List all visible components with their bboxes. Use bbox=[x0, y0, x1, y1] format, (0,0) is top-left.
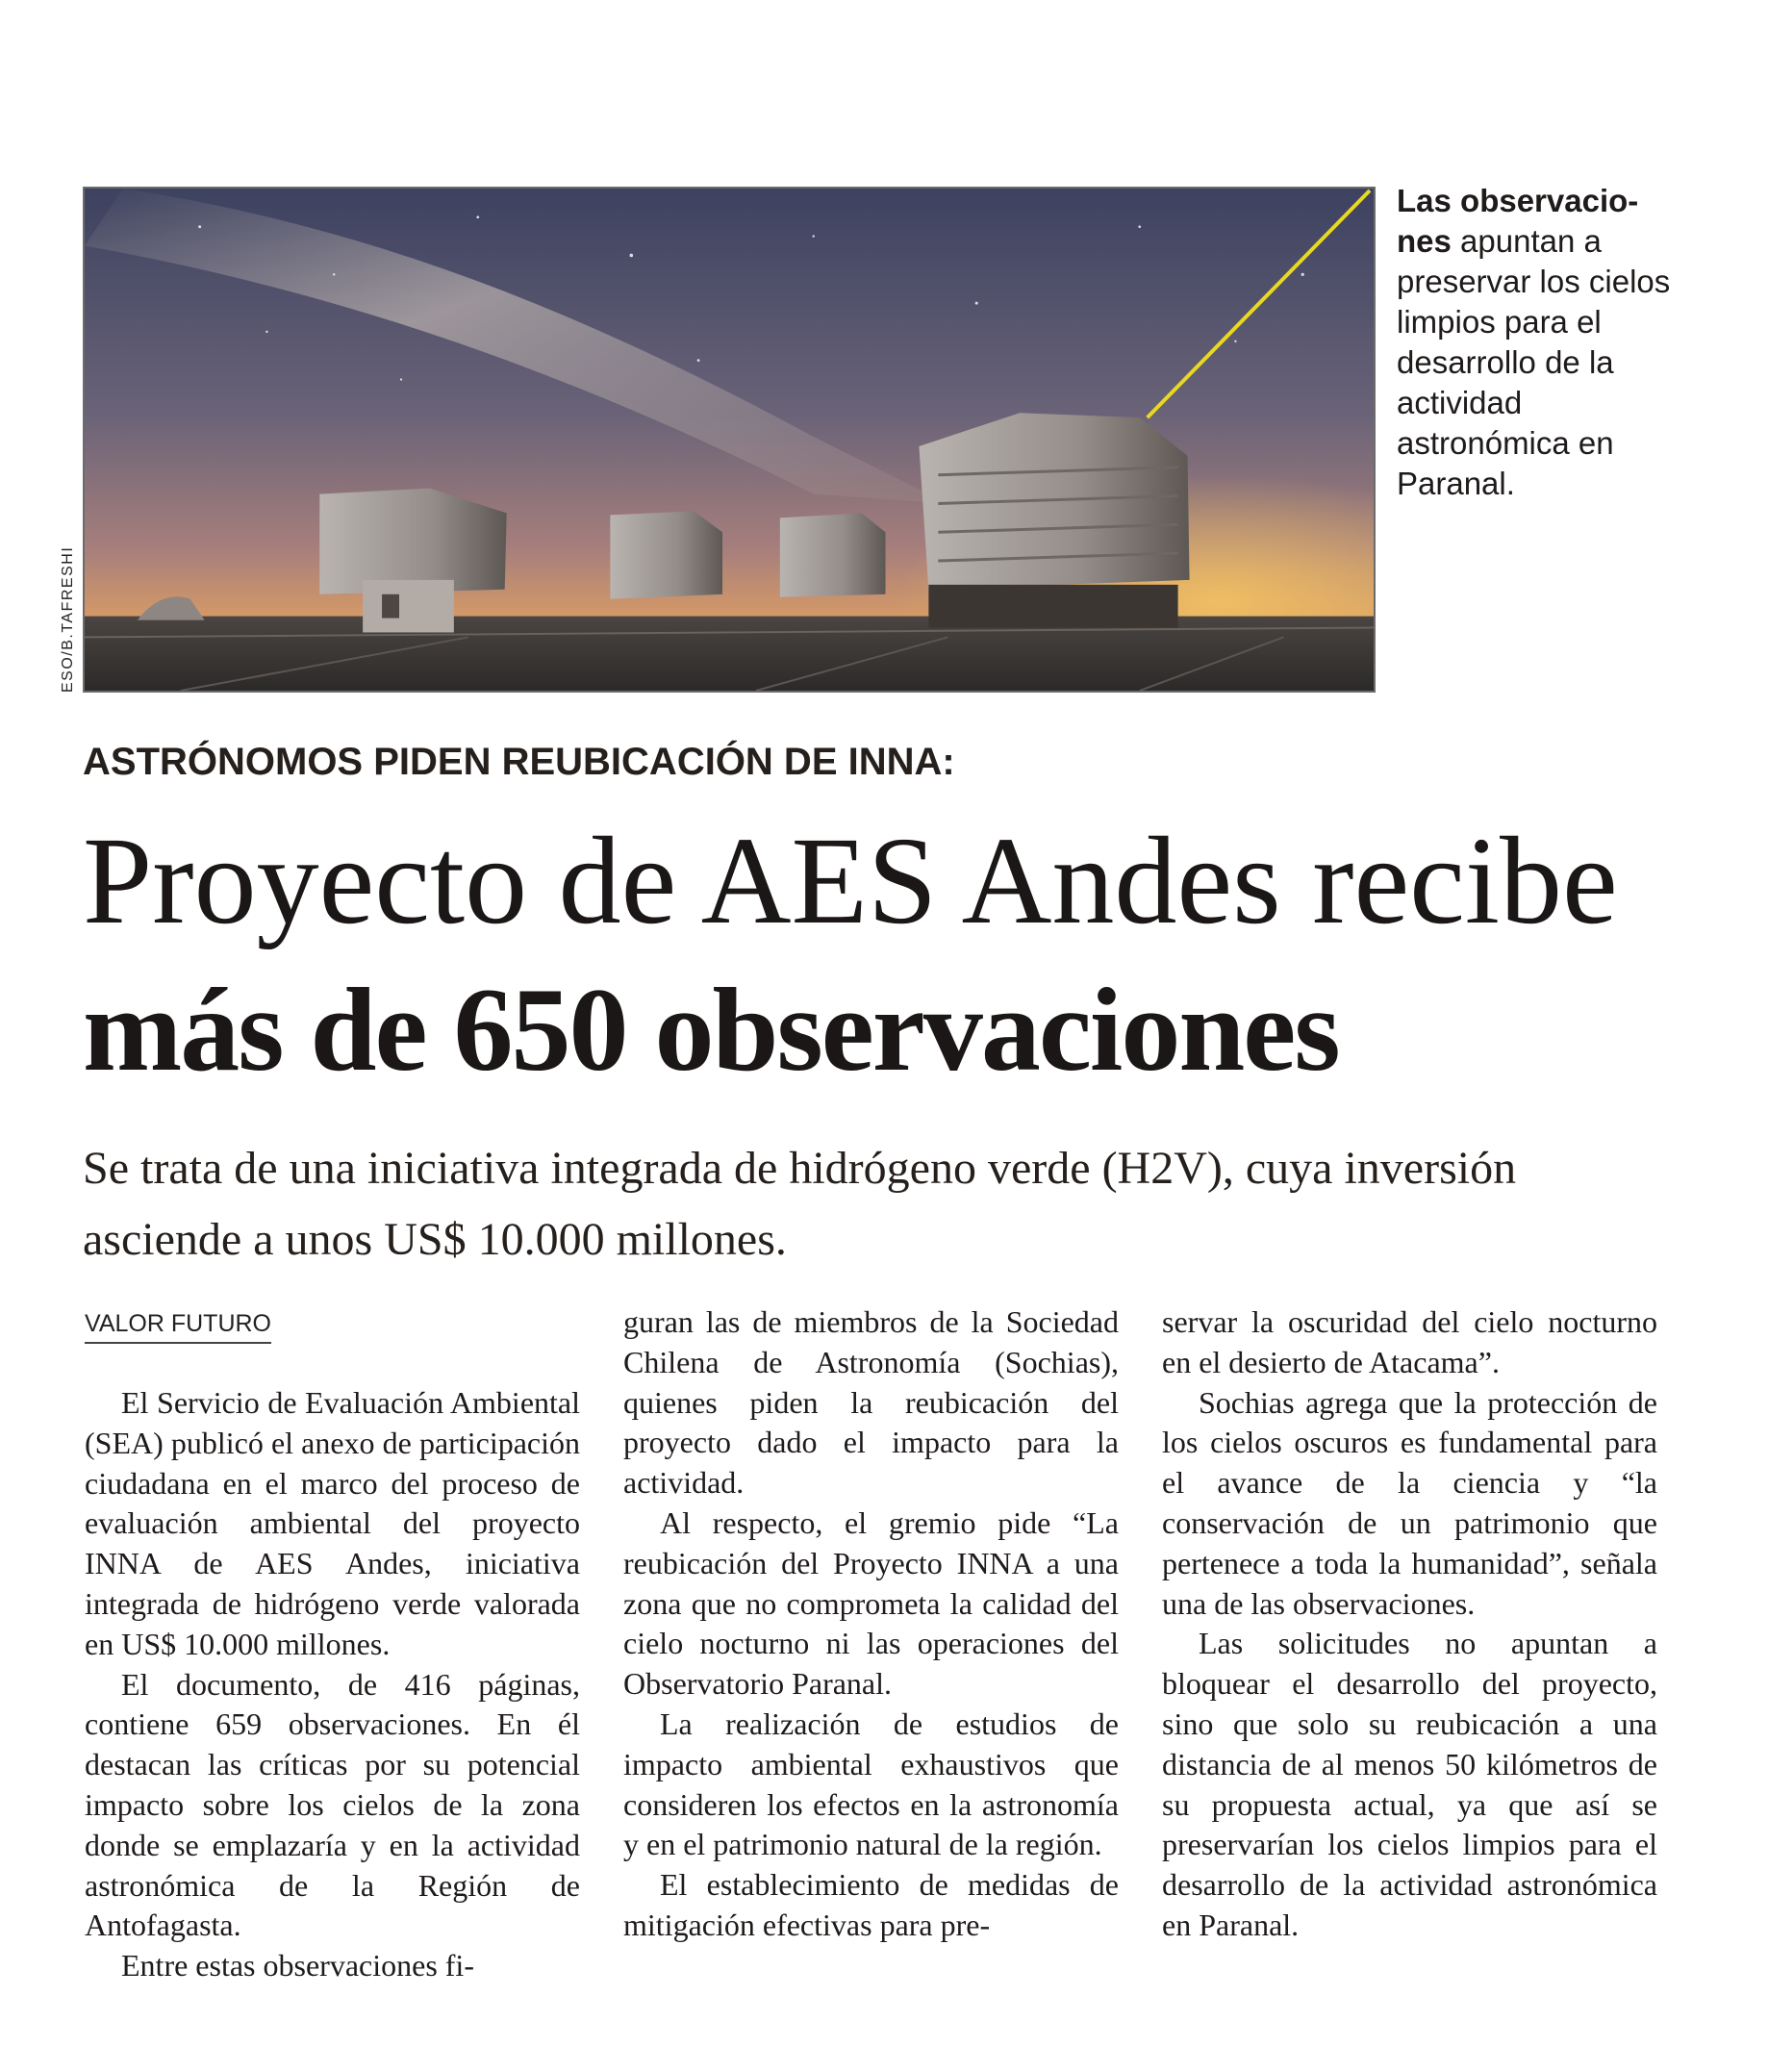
paragraph: El documento, de 416 páginas, contiene 659 observaciones. En él destacan las críticas por su potencial impacto sobre los cielos de la zona donde se emplazaría y en la actividad astronómica de la Región de Antofagasta. bbox=[85, 1666, 580, 1943]
vlt-telescopes-night-image bbox=[85, 189, 1374, 691]
article-byline: VALOR FUTURO bbox=[85, 1310, 271, 1344]
article-deck: Se trata de una iniciativa integrada de hidrógeno verde (H2V), cuya inversión asciende a unos US$ 10.000 millones. bbox=[83, 1143, 1517, 1265]
caption-text: apuntan a preservar los cielos limpios para el desarrollo de la actividad astronómica en Paranal. bbox=[1397, 223, 1671, 501]
paragraph: El establecimiento de medidas de mitigación efectivas para pre- bbox=[623, 1867, 1119, 1942]
article-column-3 bbox=[1162, 1302, 1657, 1946]
paragraph: Entre estas observaciones fi- bbox=[121, 1948, 474, 1984]
photo-caption bbox=[1397, 181, 1685, 504]
article-kicker: ASTRÓNOMOS PIDEN REUBICACIÓN DE INNA: bbox=[83, 741, 955, 783]
paragraph: La realización de estudios de impacto ambiental exhaustivos que consideren los efectos en la astronomía y en el patrimonio natural de la región. bbox=[623, 1706, 1119, 1862]
caption-lead: Las observacio-nes bbox=[1397, 183, 1639, 259]
photo-credit: ESO/B.TAFRESHI bbox=[60, 545, 76, 693]
paragraph: Las solicitudes no apuntan a bloquear el desarrollo del proyecto, sino que solo su reubicación a una distancia de al menos 50 kilómetros de su propuesta actual, ya que así se preservarían los cielos limpios para el desarrollo de la actividad astronómica en Paranal. bbox=[1162, 1626, 1657, 1942]
headline-line-1: Proyecto de AES Andes recibe bbox=[83, 812, 1618, 950]
paragraph: servar la oscuridad del cielo nocturno en el desierto de Atacama”. bbox=[1162, 1304, 1657, 1379]
paragraph: Al respecto, el gremio pide “La reubicación del Proyecto INNA a una zona que no comprometa la calidad del cielo nocturno ni las operaciones del Observatorio Paranal. bbox=[623, 1504, 1119, 1702]
article-column-1 bbox=[85, 1383, 580, 1986]
paragraph: guran las de miembros de la Sociedad Chilena de Astronomía (Sochias), quienes piden la reubicación del proyecto dado el impacto para la actividad. bbox=[623, 1304, 1119, 1501]
article-column-2 bbox=[623, 1302, 1119, 1946]
observatory-photo bbox=[83, 187, 1376, 693]
headline-line-2: más de 650 observaciones bbox=[83, 964, 1339, 1096]
paragraph: Sochias agrega que la protección de los cielos oscuros es fundamental para el avance de la ciencia y “la conservación de un patrimonio que pertenece a toda la humanidad”, señala una de las observaciones. bbox=[1162, 1384, 1657, 1621]
paragraph: El Servicio de Evaluación Ambiental (SEA) publicó el anexo de participación ciudadana en el marco del proceso de evaluación ambiental del proyecto INNA de AES Andes, iniciativa integrada de hidrógeno verde valorada en US$ 10.000 millones. bbox=[85, 1385, 580, 1661]
article-headline bbox=[83, 804, 1618, 1102]
